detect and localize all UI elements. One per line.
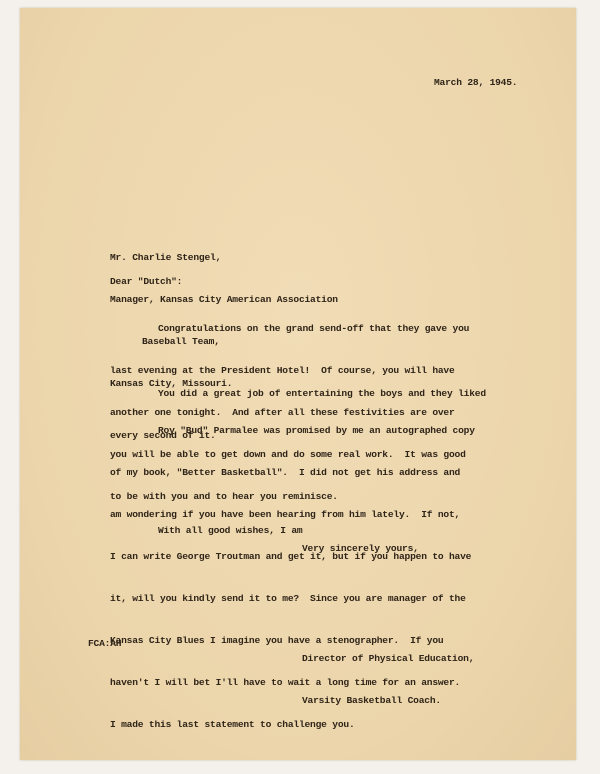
recipient-title: Manager, Kansas City American Association [110,294,338,305]
paragraph-line: Kansas City Blues I imagine you have a stenographer. If you [110,635,444,646]
paragraph-line: it, will you kindly send it to me? Since you are manager of the [110,593,466,604]
complimentary-close: Very sincerely yours, [302,543,419,554]
paragraph-line: With all good wishes, I am [158,525,303,536]
paragraph-line: you will be able to get down and do some real work. It was good [110,449,466,460]
paragraph-line: Congratulations on the grand send-off that they gave you [158,323,470,334]
recipient-name: Mr. Charlie Stengel, [110,252,222,263]
paragraph-line: another one tonight. And after all these festivities are over [110,407,455,418]
signature-title-2: Varsity Basketball Coach. [302,695,441,706]
paragraph-line: am wondering if you have been hearing from him lately. If not, [110,509,461,520]
paragraph-line: Roy "Bud" Parmalee was promised by me an autographed copy [158,425,475,436]
paragraph-line: last evening at the President Hotel! Of course, you will have [110,365,455,376]
letter-date: March 28, 1945. [434,77,518,88]
paragraph-line: every second of it. [110,430,216,441]
paragraph-line: to be with you and to hear you reminisce. [110,491,338,502]
reference-initials: FCA:AH [88,638,122,649]
signature-title-1: Director of Physical Education, [302,653,475,664]
signature-block [302,624,474,736]
recipient-team: Baseball Team, [142,336,220,347]
recipient-city: Kansas City, Missouri. [110,378,233,389]
paragraph-line: of my book, "Better Basketball". I did not get his address and [110,467,461,478]
paragraph-line: haven't I will bet I'll have to wait a long time for an answer. [110,677,461,688]
paragraph-line: I made this last statement to challenge you. [110,719,355,730]
paragraph-line: You did a great job of entertaining the boys and they liked [158,388,486,399]
salutation: Dear "Dutch": [110,276,183,287]
paragraph-line: I can write George Troutman and get it, but if you happen to have [110,551,472,562]
